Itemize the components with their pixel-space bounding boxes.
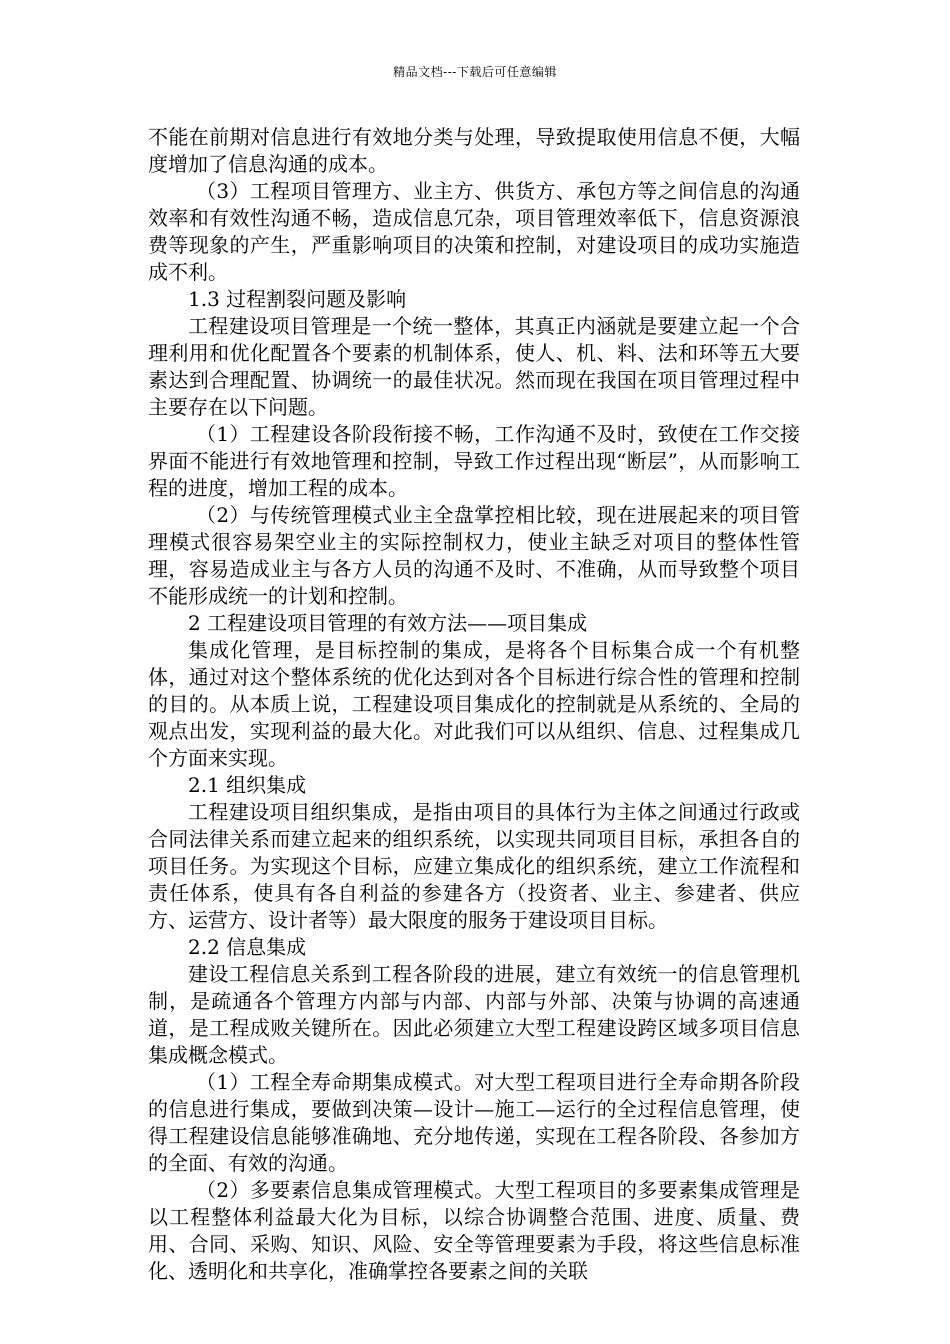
section-heading-1-3: 1.3 过程割裂问题及影响 bbox=[188, 287, 407, 311]
document-body bbox=[148, 124, 800, 1285]
section-heading-2: 2 工程建设项目管理的有效方法——项目集成 bbox=[188, 611, 588, 635]
paragraph-8: 集成化管理，是目标控制的集成，是将各个目标集合成一个有机整体，通过对这个整体系统的优化达到对各个目标进行综合性的管理和控制的目的。从本质上说，工程建设项目集成化的控制就是从系统的、全局的观点出发，实现利益的最大化。对此我们可以从组织、信息、过程集成几个方面来实现。 bbox=[148, 638, 800, 770]
section-heading-2-1: 2.1 组织集成 bbox=[188, 773, 307, 797]
paragraph-4: 工程建设项目管理是一个统一整体，其真正内涵就是要建立起一个合理利用和优化配置各个要素的机制体系，使人、机、料、法和环等五大要素达到合理配置、协调统一的最佳状况。然而现在我国在项目管理过程中主要存在以下问题。 bbox=[148, 314, 800, 419]
paragraph-2: （3）工程项目管理方、业主方、供货方、承包方等之间信息的沟通效率和有效性沟通不畅，造成信息冗杂，项目管理效率低下，信息资源浪费等现象的产生，严重影响项目的决策和控制，对建设项目的成功实施造成不利。 bbox=[148, 179, 800, 284]
paragraph-5: （1）工程建设各阶段衔接不畅，工作沟通不及时，致使在工作交接界面不能进行有效地管理和控制，导致工作过程出现“断层”，从而影响工程的进度，增加工程的成本。 bbox=[148, 422, 800, 500]
section-heading-2-2: 2.2 信息集成 bbox=[188, 935, 307, 959]
paragraph-1: 不能在前期对信息进行有效地分类与处理，导致提取使用信息不便，大幅度增加了信息沟通的成本。 bbox=[148, 125, 800, 176]
paragraph-13: （1）工程全寿命期集成模式。对大型工程项目进行全寿命期各阶段的信息进行集成，要做到决策—设计—施工—运行的全过程信息管理，使得工程建设信息能够准确地、充分地传递，实现在工程各阶段、各参加方的全面、有效的沟通。 bbox=[148, 1070, 800, 1175]
paragraph-6: （2）与传统管理模式业主全盘掌控相比较，现在进展起来的项目管理模式很容易架空业主的实际控制权力，使业主缺乏对项目的整体性管理，容易造成业主与各方人员的沟通不及时、不准确，从而导致整个项目不能形成统一的计划和控制。 bbox=[148, 503, 800, 608]
paragraph-10: 工程建设项目组织集成，是指由项目的具体行为主体之间通过行政或合同法律关系而建立起来的组织系统，以实现共同项目目标，承担各自的项目任务。为实现这个目标，应建立集成化的组织系统，建立工作流程和责任体系，使具有各自利益的参建各方（投资者、业主、参建者、供应方、运营方、设计者等）最大限度的服务于建设项目目标。 bbox=[148, 800, 800, 932]
paragraph-12: 建设工程信息关系到工程各阶段的进展，建立有效统一的信息管理机制，是疏通各个管理方内部与内部、内部与外部、决策与协调的高速通道，是工程成败关键所在。因此必须建立大型工程建设跨区域多项目信息集成概念模式。 bbox=[148, 962, 800, 1067]
page-header: 精品文档---下载后可任意编辑 bbox=[393, 65, 557, 79]
paragraph-14: （2）多要素信息集成管理模式。大型工程项目的多要素集成管理是以工程整体利益最大化为目标，以综合协调整合范围、进度、质量、费用、合同、采购、知识、风险、安全等管理要素为手段，将这些信息标准化、透明化和共享化，准确掌控各要素之间的关联 bbox=[148, 1178, 800, 1283]
